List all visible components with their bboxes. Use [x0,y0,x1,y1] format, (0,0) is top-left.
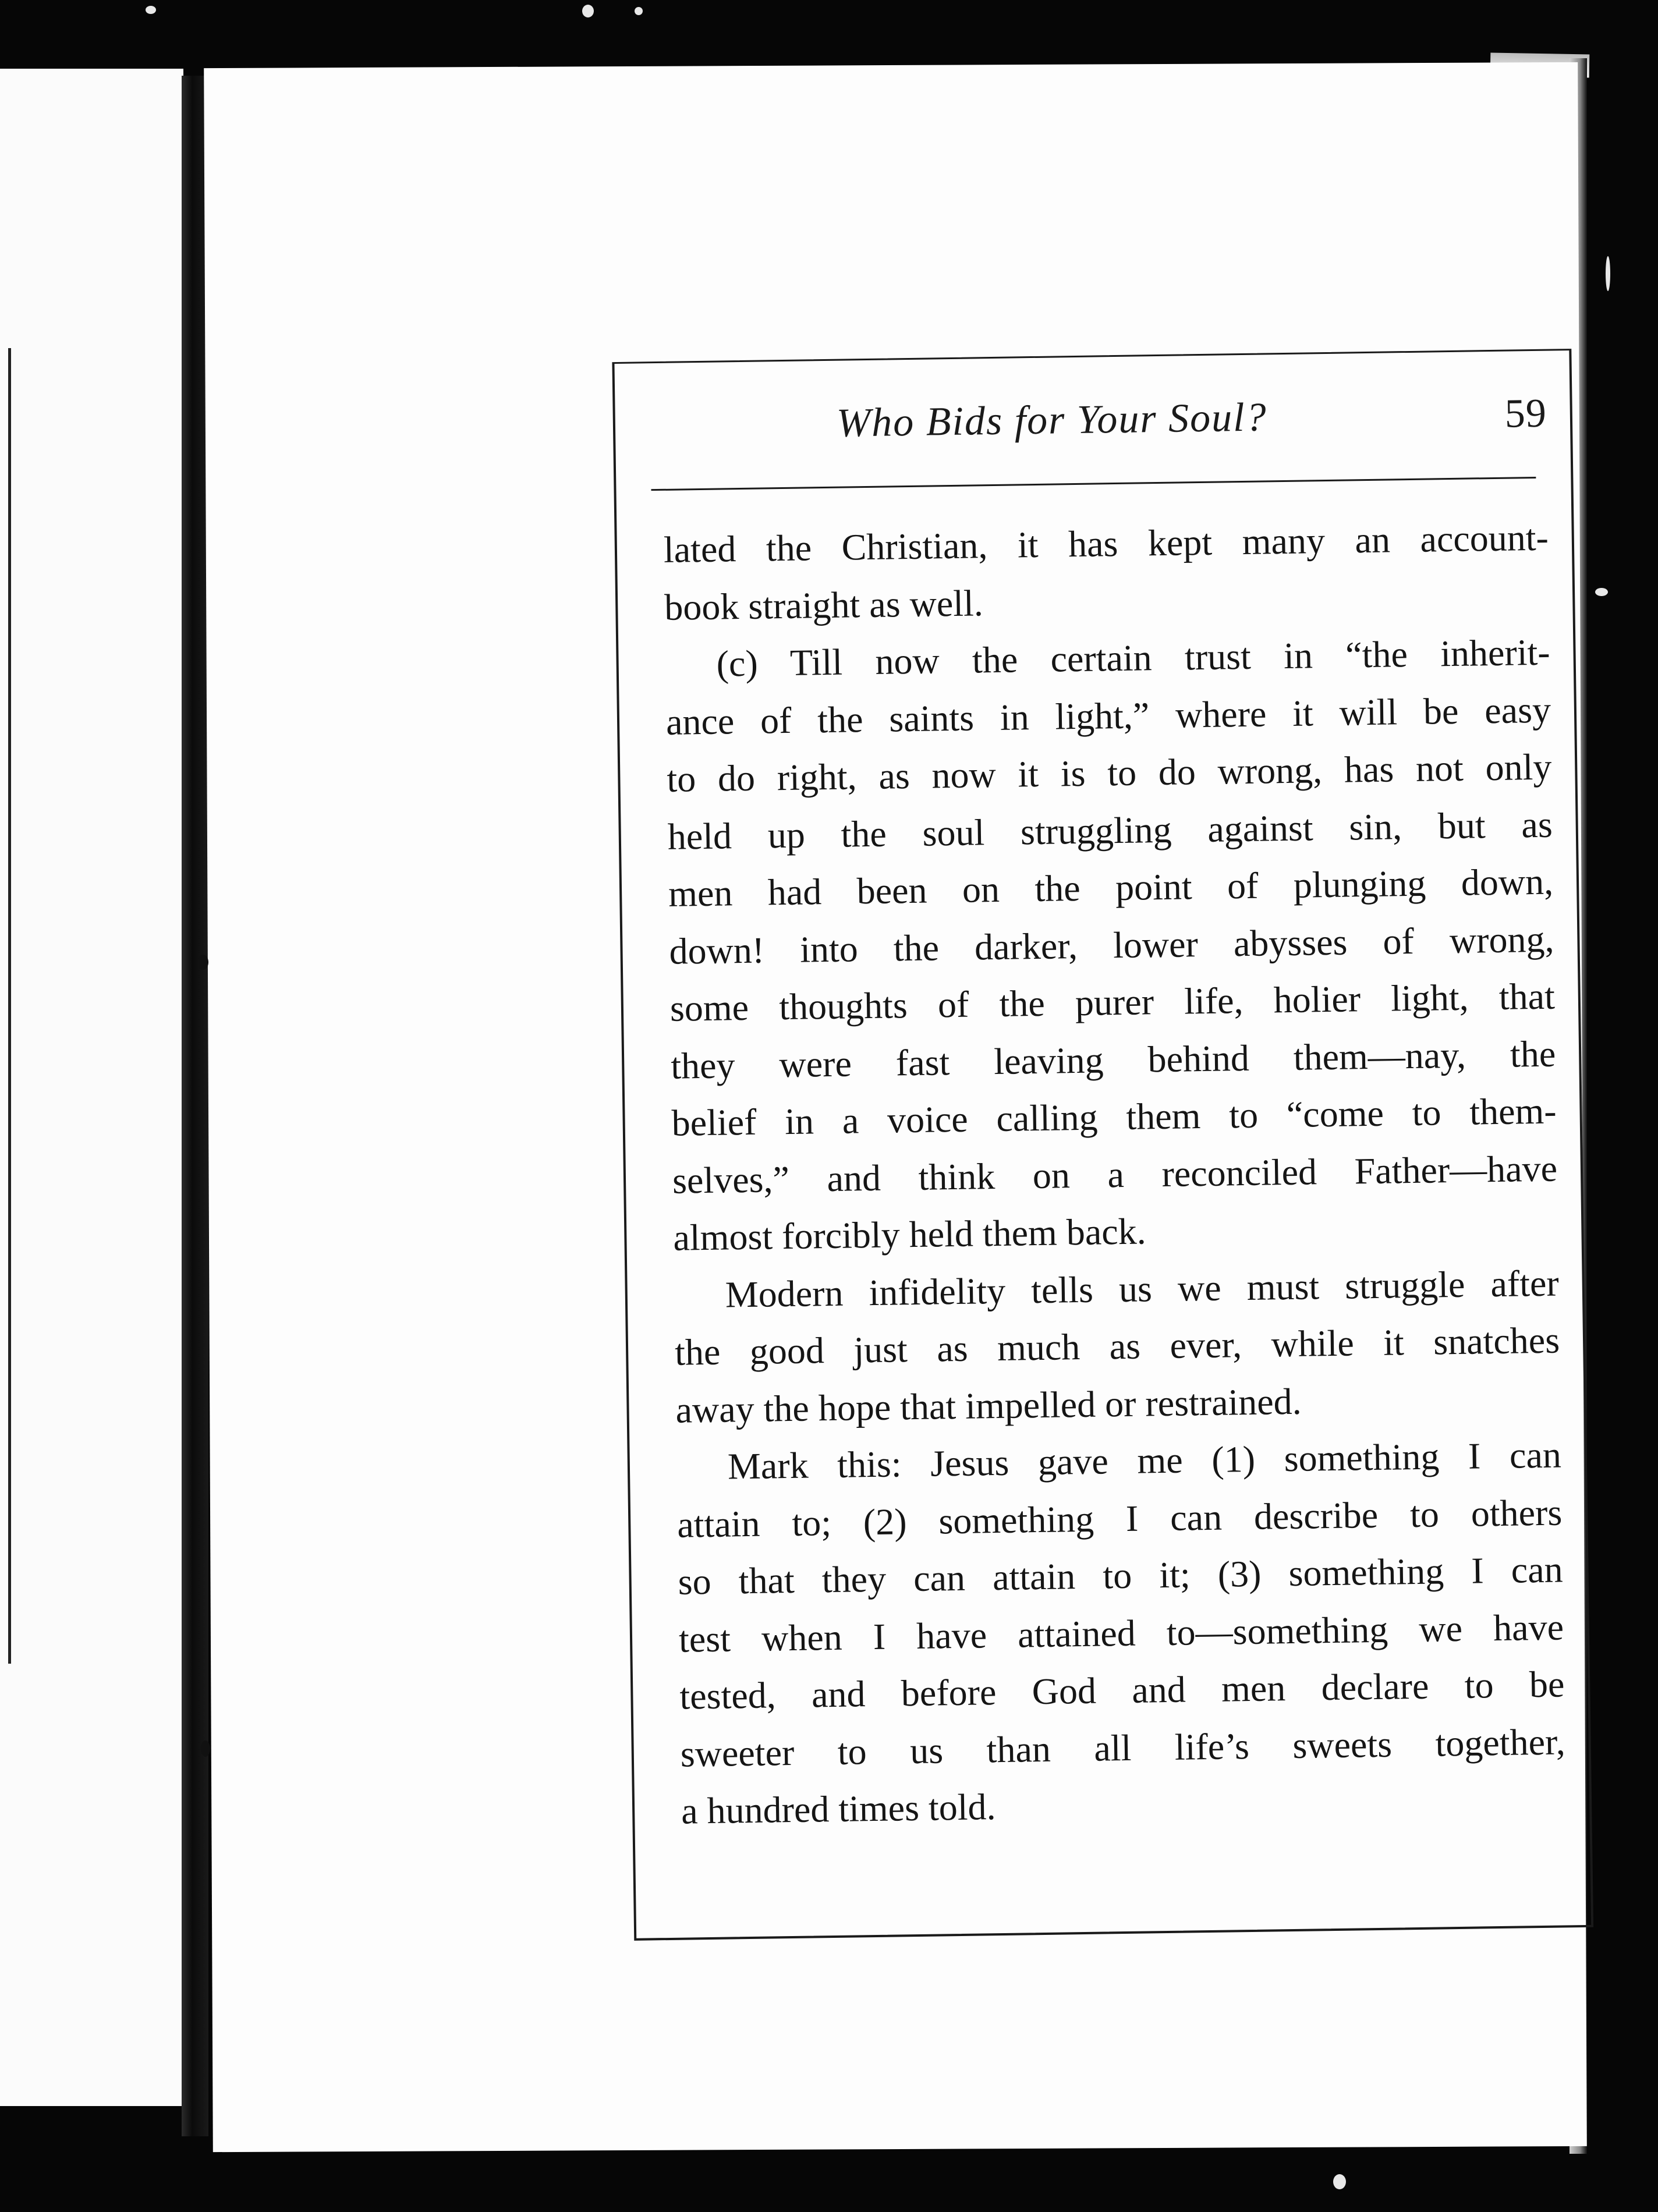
scan-speck [198,955,208,970]
text-line: so that they can attain to it; (3) something I can [678,1548,1564,1603]
book-page [204,62,1587,2152]
scan-speck [582,5,594,17]
text-line: some thoughts of the purer life, holier light, that [669,975,1556,1029]
text-line: the good just as much as ever, while it snatches [674,1319,1560,1373]
scan-speck [1606,256,1610,291]
text-line: selves,” and think on a reconciled Father—have [672,1147,1558,1201]
text-line: Modern infidelity tells us we must struggle after [725,1262,1560,1316]
scan-speck [201,1740,210,1757]
text-line: (c) Till now the certain trust in “the inherit- [716,631,1551,685]
text-line: down! into the darker, lower abysses of wrong, [669,918,1554,972]
text-line: book straight as well. [664,582,984,628]
text-line: a hundred times told. [681,1786,996,1832]
text-line: belief in a voice calling them to “come to them- [671,1090,1557,1144]
scan-speck [1595,588,1608,596]
scan-speck [146,6,156,14]
text-line: away the hope that impelled or restrained. [675,1380,1302,1431]
text-line: almost forcibly held them back. [672,1210,1147,1259]
book-gutter [182,76,208,2136]
text-line: they were fast leaving behind them—nay, the [670,1033,1556,1087]
left-page-border-line [8,348,11,1664]
page-header [615,390,1571,473]
text-line: to do right, as now it is to do wrong, has not only [666,746,1552,800]
text-line: men had been on the point of plunging down, [668,860,1554,914]
text-line: test when I have attained to—something we have [678,1605,1564,1660]
body-text [663,509,1566,1841]
left-facing-page [0,69,183,2106]
text-line: ance of the saints in light,” where it will be easy [665,689,1551,743]
scan-speck [1333,2174,1346,2189]
running-title: Who Bids for Your Soul? [836,395,1268,446]
text-line: held up the soul struggling against sin, but as [667,803,1553,857]
text-line: attain to; (2) something I can describe to others [676,1491,1563,1545]
header-rule [651,477,1536,491]
page-number: 59 [1504,391,1547,437]
text-line: tested, and before God and men declare to be [679,1663,1565,1717]
text-line: sweeter to us than all life’s sweets together, [680,1720,1566,1775]
scan-speck [635,7,643,15]
text-frame [612,349,1593,1941]
text-line: Mark this: Jesus gave me (1) something I can [727,1434,1562,1487]
text-line: lated the Christian, it has kept many an account- [663,516,1549,570]
